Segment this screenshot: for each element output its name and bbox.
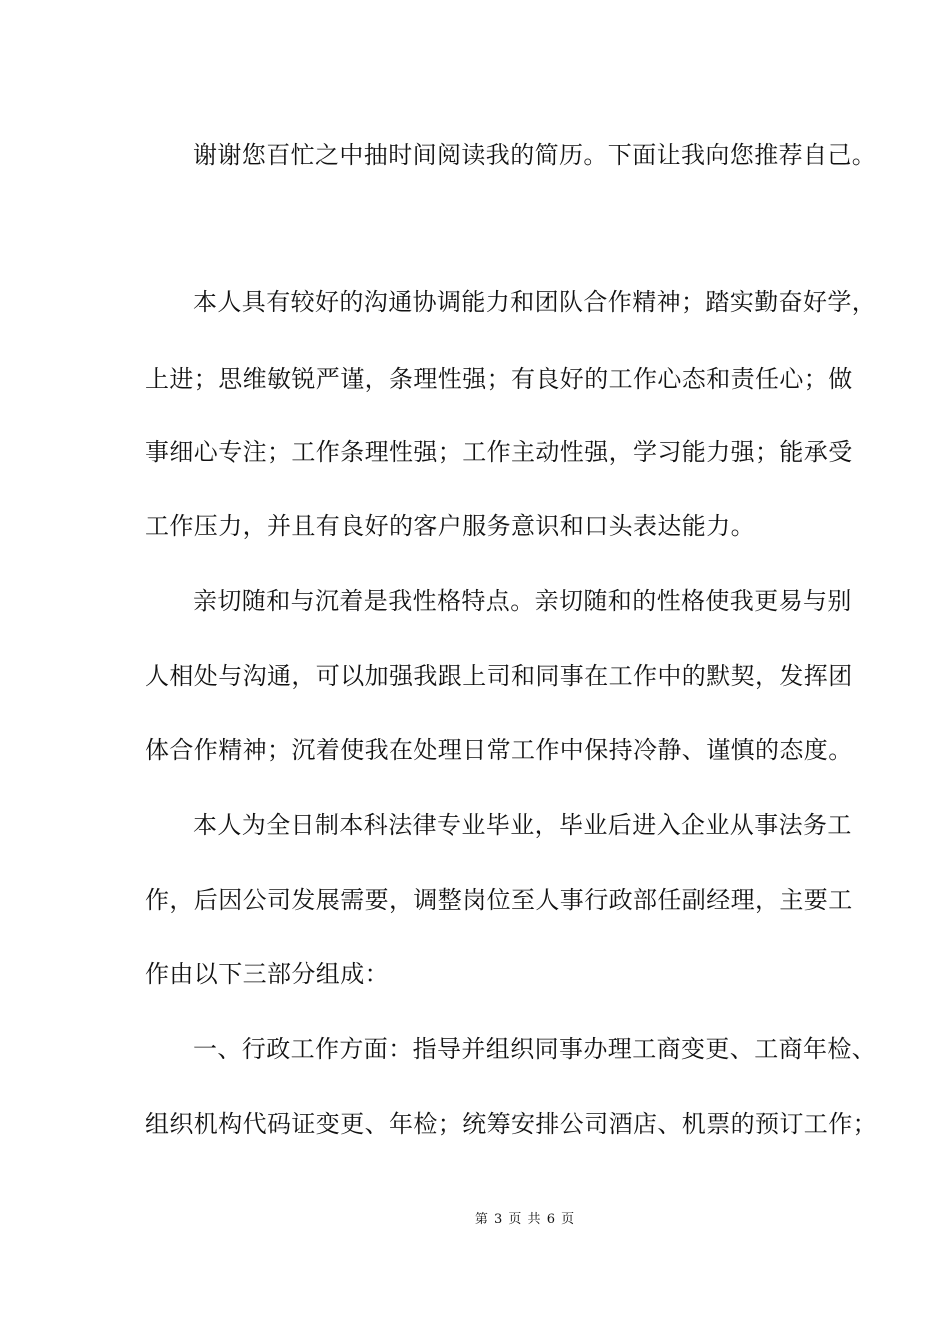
paragraph-line: 作由以下三部分组成： xyxy=(145,960,389,988)
paragraph-line: 组织机构代码证变更、年检；统筹安排公司酒店、机票的预订工作； xyxy=(145,1110,877,1138)
page-footer xyxy=(0,1208,950,1227)
paragraph-line: 上进；思维敏锐严谨，条理性强；有良好的工作心态和责任心；做 xyxy=(145,365,853,393)
paragraph-line: 谢谢您百忙之中抽时间阅读我的简历。下面让我向您推荐自己。 xyxy=(193,141,877,169)
paragraph-line: 本人具有较好的沟通协调能力和团队合作精神；踏实勤奋好学， xyxy=(193,288,877,316)
page-number: 第 3 页 共 6 页 xyxy=(474,1212,576,1227)
paragraph-line: 事细心专注；工作条理性强；工作主动性强，学习能力强；能承受 xyxy=(145,438,853,466)
paragraph-line: 人相处与沟通，可以加强我跟上司和同事在工作中的默契，发挥团 xyxy=(145,662,853,690)
paragraph-line: 作，后因公司发展需要，调整岗位至人事行政部任副经理，主要工 xyxy=(145,886,853,914)
paragraph-line: 工作压力，并且有良好的客户服务意识和口头表达能力。 xyxy=(145,512,755,540)
paragraph-line: 本人为全日制本科法律专业毕业，毕业后进入企业从事法务工 xyxy=(193,811,852,839)
paragraph-line: 亲切随和与沉着是我性格特点。亲切随和的性格使我更易与别 xyxy=(193,587,852,615)
paragraph-line: 一、行政工作方面：指导并组织同事办理工商变更、工商年检、 xyxy=(193,1035,877,1063)
paragraph-line: 体合作精神；沉着使我在处理日常工作中保持冷静、谨慎的态度。 xyxy=(145,736,853,764)
